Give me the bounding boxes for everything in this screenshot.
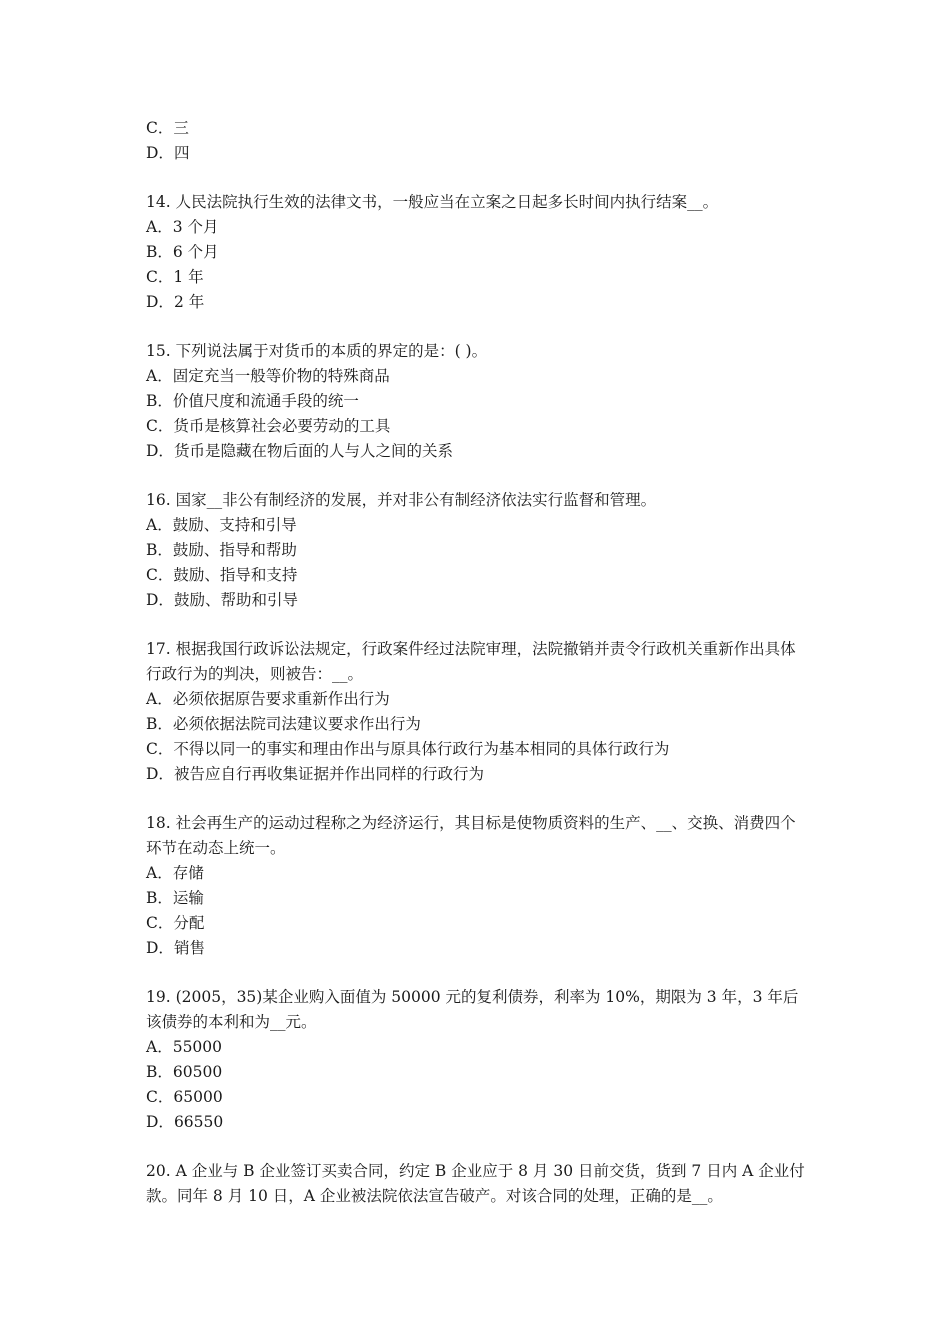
question-16 bbox=[146, 488, 811, 613]
option-a: A．固定充当一般等价物的特殊商品 bbox=[146, 367, 390, 385]
spacer bbox=[146, 613, 811, 637]
question-stem: 18. 社会再生产的运动过程称之为经济运行，其目标是使物质资料的生产、__、交换、消费四个环节在动态上统一。 bbox=[146, 814, 796, 857]
option-d: D．四 bbox=[146, 144, 190, 162]
question-stem: 20. A 企业与 B 企业签订买卖合同，约定 B 企业应于 8 月 30 日前交货，货到 7 日内 A 企业付款。同年 8 月 10 日，A 企业被法院依法宣告破产。对该合同的处理，正确的是__。 bbox=[146, 1162, 805, 1205]
question-14 bbox=[146, 190, 811, 315]
option-d: D．66550 bbox=[146, 1113, 224, 1131]
option-b: B．鼓励、指导和帮助 bbox=[146, 541, 297, 559]
option-d: D．被告应自行再收集证据并作出同样的行政行为 bbox=[146, 765, 484, 783]
previous-question-options bbox=[146, 116, 811, 166]
option-b: B．6 个月 bbox=[146, 243, 219, 261]
question-18 bbox=[146, 811, 811, 961]
question-stem: 17. 根据我国行政诉讼法规定，行政案件经过法院审理，法院撤销并责令行政机关重新作出具体行政行为的判决，则被告：__。 bbox=[146, 640, 796, 683]
option-b: B．必须依据法院司法建议要求作出行为 bbox=[146, 715, 421, 733]
option-a: A．鼓励、支持和引导 bbox=[146, 516, 297, 534]
question-17 bbox=[146, 637, 811, 787]
question-stem: 15. 下列说法属于对货币的本质的界定的是：( )。 bbox=[146, 342, 488, 360]
question-19 bbox=[146, 985, 811, 1135]
spacer bbox=[146, 315, 811, 339]
option-c: C．鼓励、指导和支持 bbox=[146, 566, 298, 584]
option-d: D．货币是隐藏在物后面的人与人之间的关系 bbox=[146, 442, 453, 460]
option-c: C．不得以同一的事实和理由作出与原具体行政行为基本相同的具体行政行为 bbox=[146, 740, 670, 758]
question-15 bbox=[146, 339, 811, 464]
option-a: A．3 个月 bbox=[146, 218, 219, 236]
option-c: C．65000 bbox=[146, 1088, 223, 1106]
spacer bbox=[146, 1135, 811, 1159]
question-stem: 14. 人民法院执行生效的法律文书，一般应当在立案之日起多长时间内执行结案__。 bbox=[146, 193, 719, 211]
question-stem: 16. 国家__非公有制经济的发展，并对非公有制经济依法实行监督和管理。 bbox=[146, 491, 657, 509]
spacer bbox=[146, 464, 811, 488]
option-c: C．1 年 bbox=[146, 268, 204, 286]
option-d: D．鼓励、帮助和引导 bbox=[146, 591, 298, 609]
spacer bbox=[146, 787, 811, 811]
option-a: A．必须依据原告要求重新作出行为 bbox=[146, 690, 390, 708]
spacer bbox=[146, 166, 811, 190]
option-a: A．55000 bbox=[146, 1038, 223, 1056]
option-a: A．存储 bbox=[146, 864, 204, 882]
option-c: C．分配 bbox=[146, 914, 205, 932]
option-b: B．60500 bbox=[146, 1063, 223, 1081]
question-column bbox=[146, 116, 811, 1209]
option-d: D．2 年 bbox=[146, 293, 205, 311]
spacer bbox=[146, 961, 811, 985]
option-c: C．货币是核算社会必要劳动的工具 bbox=[146, 417, 391, 435]
question-stem: 19. (2005，35)某企业购入面值为 50000 元的复利债券，利率为 10%，期限为 3 年，3 年后该债券的本利和为__元。 bbox=[146, 988, 799, 1031]
option-b: B．价值尺度和流通手段的统一 bbox=[146, 392, 359, 410]
option-c: C．三 bbox=[146, 119, 189, 137]
option-d: D．销售 bbox=[146, 939, 205, 957]
question-20 bbox=[146, 1159, 811, 1209]
option-b: B．运输 bbox=[146, 889, 204, 907]
